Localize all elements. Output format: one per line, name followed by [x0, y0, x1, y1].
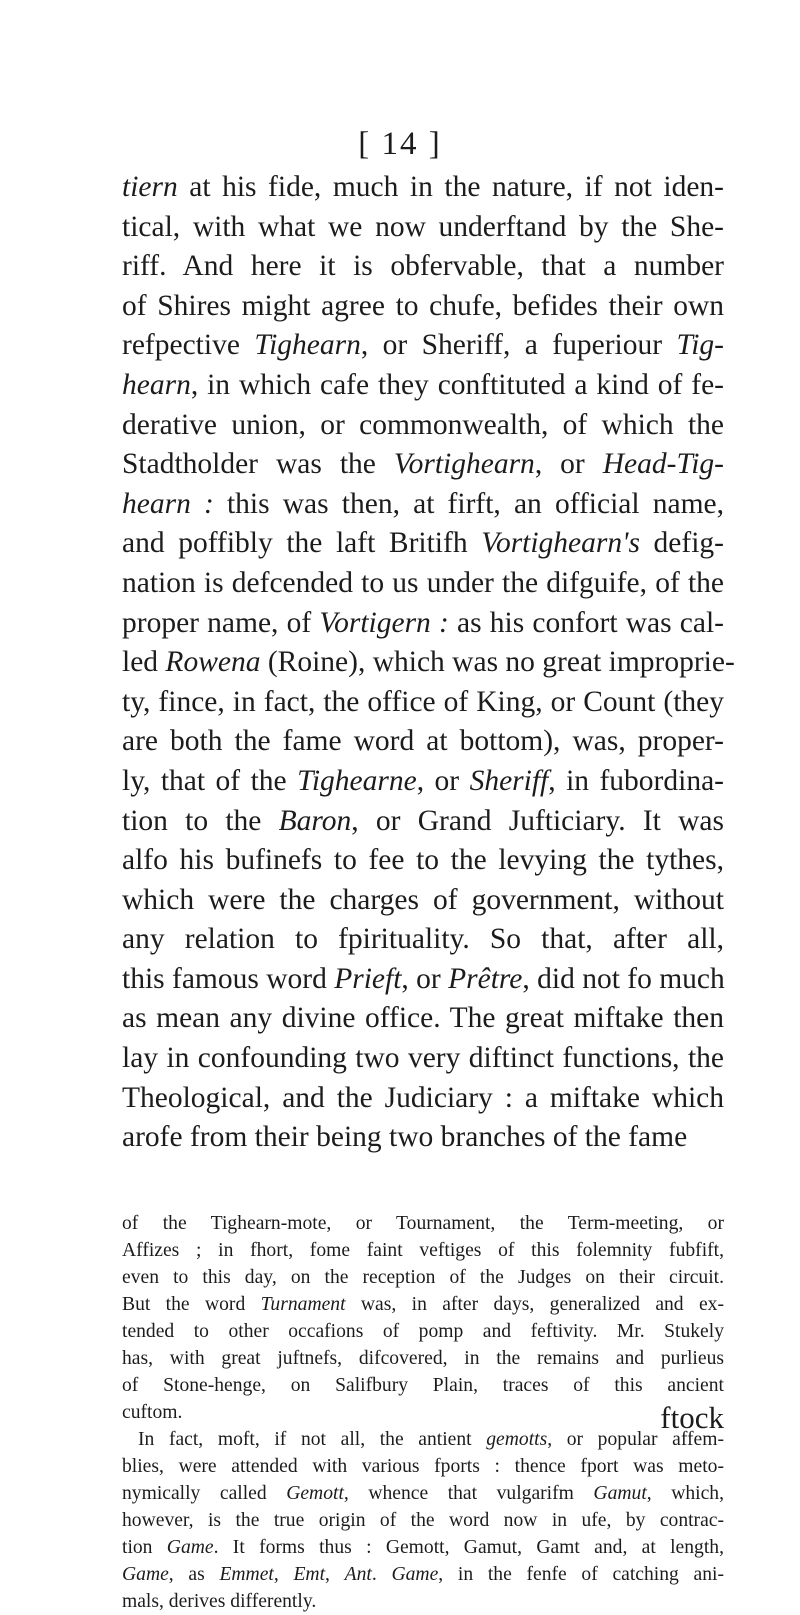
- text-line: [122, 762, 724, 802]
- italic-text: Game: [122, 1564, 169, 1585]
- text-run: , or: [401, 962, 449, 995]
- text-run: , or: [534, 448, 603, 481]
- text-line: [122, 564, 724, 604]
- text-line: [122, 802, 724, 842]
- text-run: refpective: [122, 329, 255, 362]
- text-run: at his fide, much in the nature, if not iden-: [177, 171, 724, 203]
- text-run: tion: [122, 1537, 167, 1558]
- catchword: ftock: [660, 1400, 724, 1435]
- text-line: [122, 920, 724, 960]
- text-run: this famous word: [122, 962, 335, 995]
- text-line: [122, 999, 724, 1039]
- text-run: alfo his bufinefs to fee to the levying the tythes,: [122, 844, 724, 877]
- text-run: proper name, of: [122, 606, 320, 639]
- text-run: cuftom.: [122, 1402, 183, 1423]
- text-run: tical, with what we now underftand by the She-: [122, 210, 724, 243]
- text-run: led: [122, 646, 166, 679]
- italic-text: Tig-: [676, 329, 724, 362]
- text-run: and poffibly the laft Britifh: [122, 527, 482, 560]
- text-run: Stadtholder was the: [122, 448, 394, 481]
- italic-text: Prieft: [334, 962, 402, 995]
- text-run: , or Sheriff, a fuperiour: [360, 329, 677, 362]
- italic-text: Prêtre: [448, 962, 523, 995]
- text-run: , which,: [646, 1483, 724, 1504]
- text-run: , or: [416, 764, 470, 797]
- footnote-line: [122, 1453, 724, 1480]
- text-run: , in fubordina-: [548, 764, 724, 797]
- text-run: was, in after days, generalized and ex-: [345, 1294, 724, 1315]
- footnote-line: [122, 1318, 724, 1345]
- text-run: Theological, and the Judiciary : a miftake which: [122, 1081, 724, 1114]
- italic-text: hearn: [122, 368, 191, 401]
- footnote-line: [122, 1480, 724, 1507]
- text-run: ly, that of the: [122, 764, 298, 797]
- text-run: ,: [273, 1564, 294, 1585]
- footnote-line: [122, 1264, 724, 1291]
- footnote-line: [122, 1210, 724, 1237]
- text-run: has, with great juftnefs, difcovered, in the remains and purlieus: [122, 1348, 724, 1369]
- text-run: ty, fince, in fact, the office of King, or Count (they: [122, 685, 724, 718]
- text-run: riff. And here it is obfervable, that a number: [122, 250, 724, 283]
- footnote-line: [122, 1507, 724, 1534]
- text-run: , whence that vulgarifm: [343, 1483, 594, 1504]
- text-run: , or popular affem-: [547, 1429, 725, 1450]
- text-run: of Shires might agree to chufe, befides their own: [122, 289, 724, 322]
- italic-text: hearn :: [122, 487, 214, 520]
- italic-text: Vortigern :: [319, 606, 449, 639]
- text-run: ,: [325, 1564, 345, 1585]
- italic-text: Tighearn: [254, 329, 361, 362]
- text-line: [122, 326, 724, 366]
- text-line: [122, 1039, 724, 1079]
- italic-text: Turnament: [260, 1294, 346, 1315]
- text-line: [122, 683, 724, 723]
- italic-text: Baron: [278, 804, 352, 837]
- text-line: [122, 524, 724, 564]
- text-line: [122, 247, 724, 287]
- text-run: mals, derives differently.: [122, 1591, 317, 1612]
- text-line: [122, 445, 724, 485]
- text-run: as mean any divine office. The great miftake then: [122, 1002, 724, 1035]
- footnote-line: [122, 1291, 724, 1318]
- text-line: [122, 208, 724, 248]
- text-line: [122, 366, 724, 406]
- italic-text: Head-Tig-: [602, 448, 724, 481]
- italic-text: gemotts: [486, 1429, 548, 1450]
- italic-text: Rowena: [165, 646, 261, 679]
- text-run: tended to other occafions of pomp and feftivity. Mr. Stukely: [122, 1321, 724, 1342]
- italic-text: Tighearne: [297, 764, 417, 797]
- main-text-body: [122, 168, 735, 1158]
- text-line: [122, 841, 724, 881]
- italic-text: tiern: [122, 171, 178, 203]
- italic-text: Gamut: [593, 1483, 647, 1504]
- footnote-line: [122, 1372, 724, 1399]
- text-run: lay in confounding two very diftinct functions, the: [122, 1042, 724, 1075]
- text-run: arofe from their being two branches of the fame: [122, 1121, 688, 1154]
- text-run: nation is defcended to us under the difguife, of the: [122, 566, 724, 599]
- text-run: which were the charges of government, without: [122, 883, 724, 916]
- italic-text: Vortighearn's: [481, 527, 640, 560]
- text-run: of the Tighearn-mote, or Tournament, the Term-meeting, or: [122, 1213, 724, 1234]
- footnote-line: [122, 1561, 724, 1588]
- text-run: , as: [168, 1564, 220, 1585]
- text-run: are both the fame word at bottom), was, proper-: [122, 725, 724, 758]
- footnote-line: [122, 1588, 724, 1615]
- text-line: [122, 960, 724, 1000]
- italic-text: Gemott: [286, 1483, 344, 1504]
- text-run: even to this day, on the reception of the Judges on their circuit.: [122, 1267, 724, 1288]
- text-run: In fact, moft, if not all, the antient: [138, 1429, 487, 1450]
- text-run: of Stone-henge, on Salifbury Plain, traces of this ancient: [122, 1375, 724, 1396]
- text-line: [122, 168, 724, 208]
- italic-text: Game: [391, 1564, 439, 1585]
- text-line: [122, 485, 724, 525]
- italic-text: Game: [166, 1537, 214, 1558]
- text-run: But the word: [122, 1294, 261, 1315]
- text-run: Affizes ; in fhort, fome faint veftiges of this folemnity fubfift,: [122, 1240, 724, 1261]
- text-line: [122, 1079, 724, 1119]
- footnote-line: [122, 1237, 724, 1264]
- page-number: [ 14 ]: [358, 126, 442, 162]
- italic-text: Emmet: [219, 1564, 274, 1585]
- italic-text: Sheriff: [469, 764, 549, 797]
- text-line: [122, 643, 735, 683]
- text-run: this was then, at firft, an official name,: [213, 487, 724, 520]
- text-run: , did not fo much: [522, 962, 725, 995]
- text-run: (Roine), which was no great improprie-: [260, 646, 735, 679]
- text-line: [122, 881, 724, 921]
- text-run: defig-: [639, 527, 724, 560]
- text-run: , or Grand Jufticiary. It was: [351, 804, 724, 837]
- text-run: , in which cafe they conftituted a kind of fe-: [190, 368, 724, 401]
- text-run: tion to the: [122, 804, 279, 837]
- footnote-line: [122, 1534, 724, 1561]
- text-run: blies, were attended with various fports : thence fport was meto-: [122, 1456, 724, 1477]
- text-run: derative union, or commonwealth, of which the: [122, 408, 724, 441]
- italic-text: Vortighearn: [393, 448, 535, 481]
- text-run: .: [371, 1564, 392, 1585]
- text-run: nymically called: [122, 1483, 287, 1504]
- text-run: . It forms thus : Gemott, Gamut, Gamt and, at length,: [213, 1537, 724, 1558]
- text-line: [122, 604, 724, 644]
- italic-text: Ant: [344, 1564, 372, 1585]
- text-line: [122, 722, 724, 762]
- footnote-line: [122, 1345, 724, 1372]
- text-line: [122, 406, 724, 446]
- text-line: [122, 287, 724, 327]
- italic-text: Emt: [293, 1564, 326, 1585]
- text-run: , in the fenfe of catching ani-: [438, 1564, 724, 1585]
- text-run: however, is the true origin of the word now in ufe, by contrac-: [122, 1510, 724, 1531]
- text-line: [122, 1118, 724, 1158]
- text-run: as his confort was cal-: [448, 606, 724, 639]
- text-run: any relation to fpirituality. So that, after all,: [122, 923, 724, 956]
